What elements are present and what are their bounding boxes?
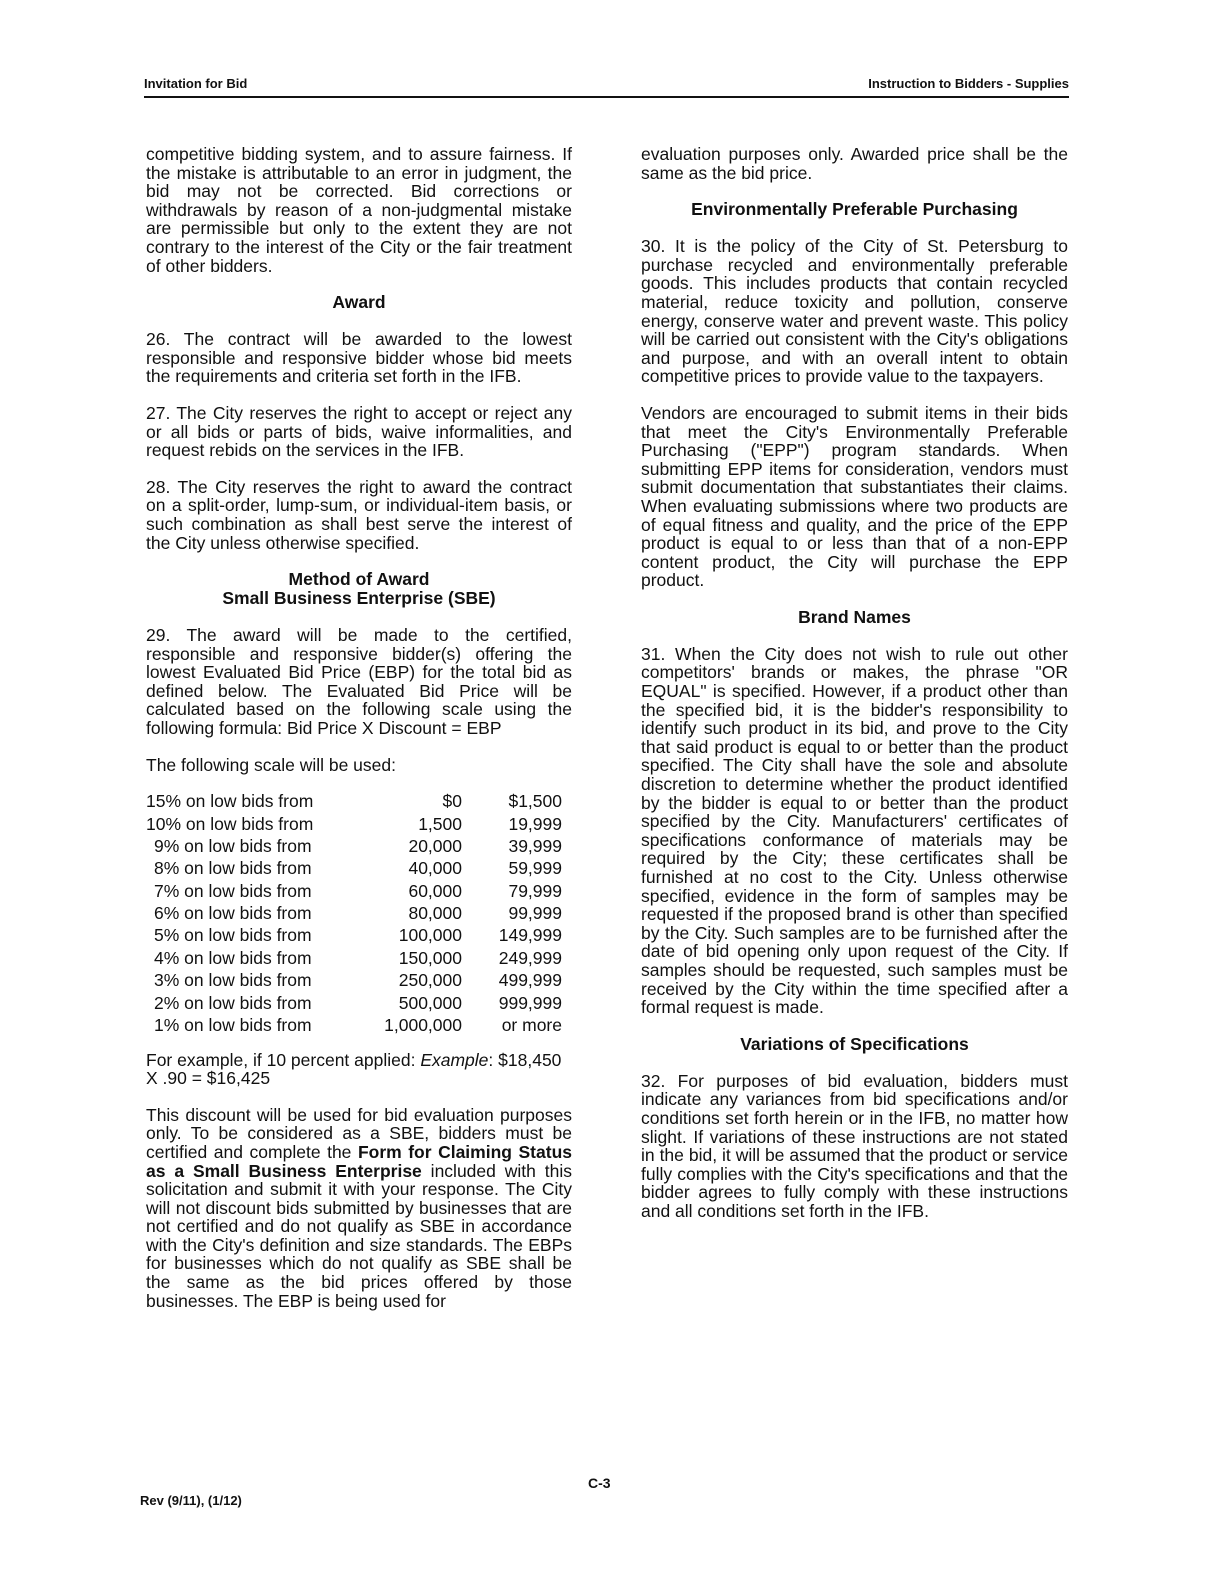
scale-to: 39,999 [508,835,562,856]
scale-from: 150,000 [398,947,462,968]
paragraph-26: 26. The contract will be awarded to the lowest responsible and responsive bidder whose bid meets the requirements and criteria set forth in the IFB. [146,329,572,387]
scale-row [146,813,562,835]
page-number: C-3 [588,1475,611,1491]
scale-row [146,925,562,947]
scale-to: 999,999 [498,992,562,1013]
paragraph-29: 29. The award will be made to the certified, responsible and responsive bidder(s) offering the lowest Evaluated Bid Price (EBP) for the total bid as defined below. The Evaluated Bid Price will be calculated based on the following scale using the following formula: Bid Price X Discount = EBP [146,625,572,739]
paragraph-31: 31. When the City does not wish to rule out other competitors' brands or makes, the phrase "OR EQUAL" is specified. However, if a product other than the specified bid, it is the bidder's responsibility to identify such product in its bid, and prove to the City that said product is equal to or better than the product specified. The City shall have the sole and absolute discretion to determine whether the product identified by the bidder is equal to or better than the product specified by the City. Manufacturers' certificates of specifications conformance of materials may be required by the City; these certificates shall be furnished at no cost to the City. Unless otherwise specified, evidence in the form of samples may be requested if the proposed brand is other than specified by the City. Such samples are to be furnished after the date of bid opening only upon request of the City. If samples should be requested, such samples must be received by the City within the time specified after a formal request is made. [641,643,1068,1018]
scale-from: 500,000 [398,992,462,1013]
scale-row [146,969,562,991]
example-label: Example [420,1049,489,1070]
scale-to: or more [501,1015,562,1036]
continued-paragraph-right: evaluation purposes only. Awarded price shall be the same as the bid price. [641,144,1068,183]
scale-to: 59,999 [508,858,562,879]
example-suffix: : $18,450 X .90 = $16,425 [146,1049,562,1089]
scale-from: 1,000,000 [384,1015,462,1036]
scale-to: 99,999 [508,903,562,924]
scale-to: 149,999 [498,925,562,946]
scale-percent: 3% on low bids from [154,970,312,991]
brand-names-heading: Brand Names [798,606,911,627]
discount-text-a: This discount will be used for bid evaluation purposes only. To be considered as a SBE, bidders must be certified and complete the [146,1104,572,1162]
discount-scale-table [146,790,562,1036]
discount-text-b: included with this solicitation and submit it with your response. The City will not discount bids submitted by businesses that are not certified and do not qualify as SBE in accordance with the City's definition and size standards. The EBPs for businesses which do not qualify as SBE shall be the same as the bid prices offered by those businesses. The EBP is being used for [146,1160,572,1311]
scale-from: 60,000 [408,880,462,901]
page-header [144,76,1069,98]
scale-to: 249,999 [498,947,562,968]
scale-percent: 6% on low bids from [154,903,312,924]
scale-row [146,880,562,902]
discount-paragraph [146,1106,572,1311]
variations-heading: Variations of Specifications [740,1033,969,1054]
scale-row [146,790,562,812]
method-of-award-heading [146,570,572,608]
scale-percent: 9% on low bids from [154,835,312,856]
scale-from: $0 [442,791,462,812]
scale-from: 1,500 [418,813,462,834]
scale-row [146,1014,562,1036]
header-left-title: Invitation for Bid [144,76,248,91]
scale-row [146,947,562,969]
scale-percent: 5% on low bids from [154,925,312,946]
sbe-form-name: Form for Claiming Status as a Small Business Enterprise [146,1141,572,1181]
scale-percent: 2% on low bids from [154,992,312,1013]
award-heading: Award [332,292,386,313]
scale-row [146,902,562,924]
scale-row [146,857,562,879]
scale-to: $1,500 [508,791,562,812]
scale-percent: 15% on low bids from [146,791,314,812]
scale-to: 19,999 [508,813,562,834]
scale-to: 79,999 [508,880,562,901]
paragraph-28: 28. The City reserves the right to award the contract on a split-order, lump-sum, or individual-item basis, or such combination as shall best serve the interest of the City unless otherwise specified. [146,476,572,553]
scale-percent: 1% on low bids from [154,1015,312,1036]
scale-from: 100,000 [398,925,462,946]
epp-heading: Environmentally Preferable Purchasing [691,199,1018,220]
scale-percent: 7% on low bids from [154,880,312,901]
paragraph-32: 32. For purposes of bid evaluation, bidders must indicate any variances from bid specifications and/or conditions set forth herein or in the IFB, no matter how slight. If variations of these instructions are not stated in the bid, it will be assumed that the product or service fully complies with the City's specifications and that the bidder agrees to fully comply with these instructions and all conditions set forth in the IFB. [641,1070,1068,1221]
header-right-title: Instruction to Bidders - Supplies [868,76,1069,91]
scale-row [146,835,562,857]
continued-paragraph: competitive bidding system, and to assure fairness. If the mistake is attributable to an error in judgment, the bid may not be corrected. Bid corrections or withdrawals by reason of a non-judgmental mistake are permissible but only to the extent they are not contrary to the interest of the City or the fair treatment of other bidders. [146,144,572,276]
example-paragraph [146,1051,572,1088]
example-prefix: For example, if 10 percent applied: [146,1049,421,1070]
paragraph-27: 27. The City reserves the right to accept or reject any or all bids or parts of bids, waive informalities, and request rebids on the services in the IFB. [146,402,572,461]
scale-percent: 8% on low bids from [154,858,312,879]
scale-row [146,992,562,1014]
scale-intro: The following scale will be used: [146,754,396,775]
method-heading-line2: Small Business Enterprise (SBE) [222,588,496,609]
scale-percent: 10% on low bids from [146,813,314,834]
revision-note: Rev (9/11), (1/12) [140,1493,242,1508]
left-column [146,145,572,1328]
scale-from: 80,000 [408,903,462,924]
scale-from: 250,000 [398,970,462,991]
vendors-paragraph: Vendors are encouraged to submit items in their bids that meet the City's Environmentally Preferable Purchasing ("EPP") program standards. When submitting EPP items for consideration, vendors must submit documentation that substantiates their claims. When evaluating submissions where two products are of equal fitness and quality, and the price of the EPP product is equal to or less than that of a non-EPP content product, the City will purchase the EPP product. [641,402,1068,591]
method-heading-line1: Method of Award [288,569,430,590]
scale-from: 20,000 [408,835,462,856]
scale-percent: 4% on low bids from [154,947,312,968]
right-column [641,145,1068,1239]
scale-to: 499,999 [498,970,562,991]
paragraph-30: 30. It is the policy of the City of St. Petersburg to purchase recycled and environmentally preferable goods. This includes products that contain recycled material, reduce toxicity and pollution, conserve energy, conserve water and prevent waste. This policy will be carried out consistent with the City's obligations and purpose, and with an overall intent to obtain competitive prices to provide value to the taxpayers. [641,236,1068,387]
scale-from: 40,000 [408,858,462,879]
